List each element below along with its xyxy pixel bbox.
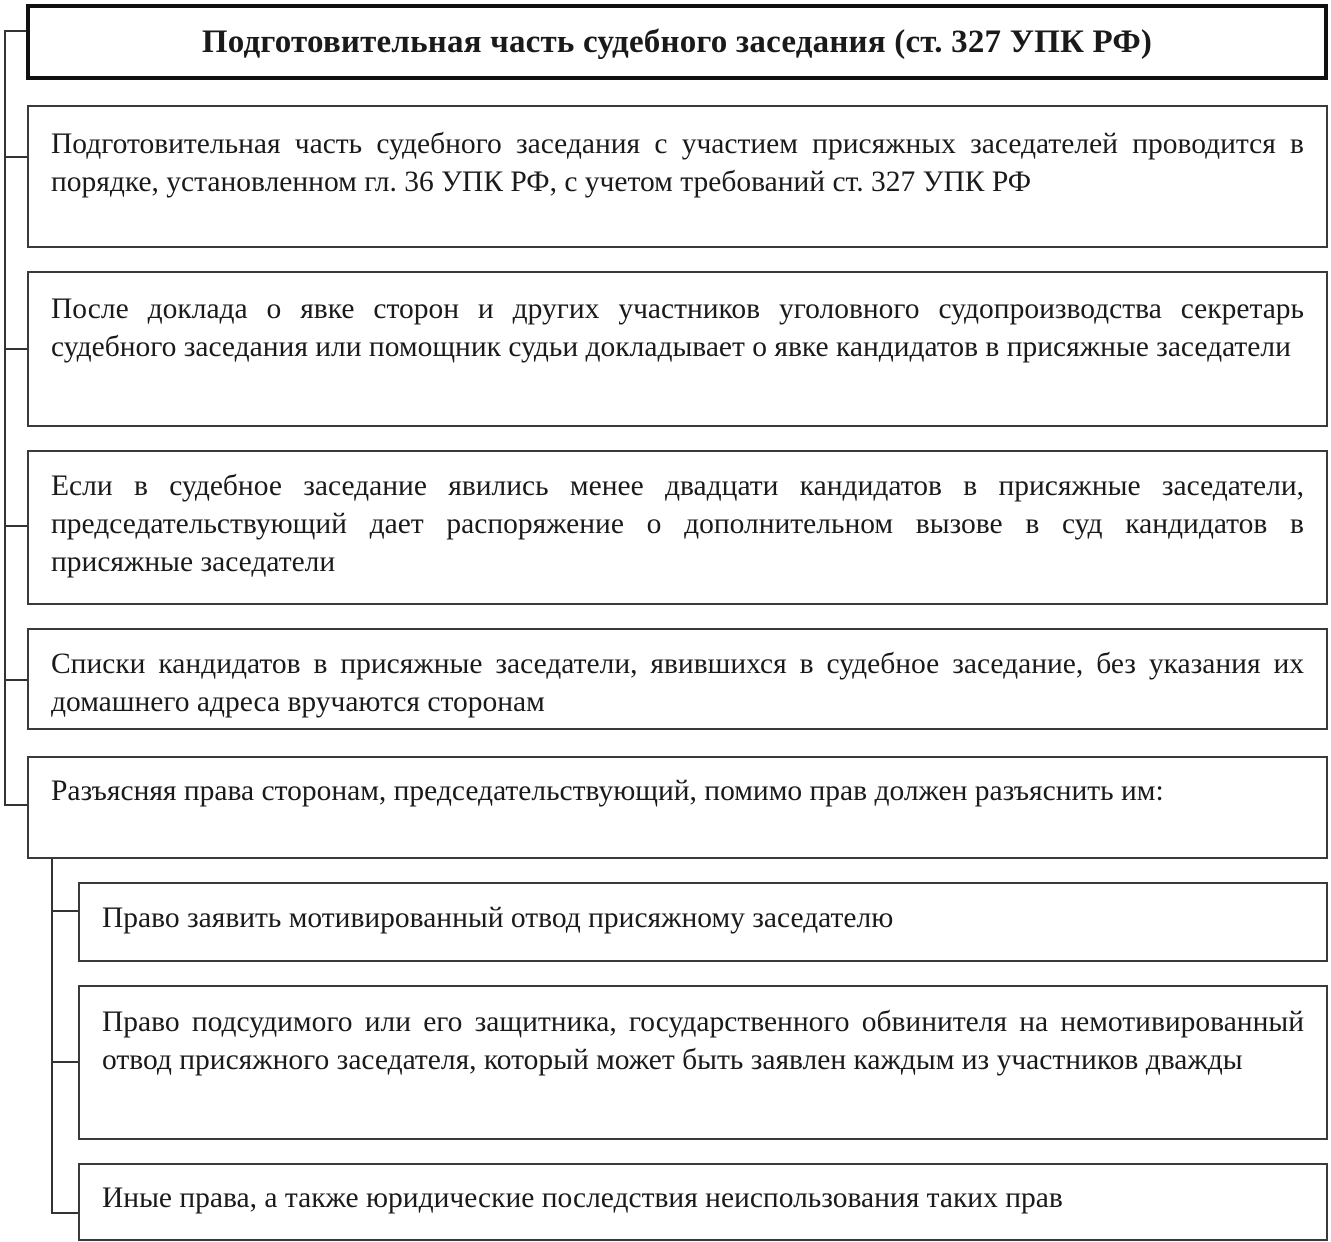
- connector-item-3: [4, 525, 28, 527]
- item-box-3: [27, 450, 1328, 605]
- connector-title: [4, 30, 26, 32]
- item-box-1: [27, 105, 1328, 248]
- subitem-text-2: Право подсудимого или его защитника, государственного обвинителя на немотивированный отвод присяжного заседателя, который может быть заявлен каждым из участников дважды: [102, 1006, 1304, 1076]
- title-box: [26, 4, 1328, 80]
- connector-subitem-2: [51, 1061, 79, 1063]
- connector-item-1: [4, 156, 28, 158]
- connector-item-4: [4, 679, 28, 681]
- item-box-4: [27, 628, 1328, 730]
- item-text-3: Если в судебное заседание явились менее двадцати кандидатов в присяжные заседатели, председательствующий дает распоряжение о дополнительном вызове в суд кандидатов в присяжные заседатели: [51, 470, 1304, 578]
- main-connector-spine: [4, 30, 6, 806]
- item-text-2: После доклада о явке сторон и других участников уголовного судопроизводства секретарь судебного заседания или помощник судьи докладывает о явке кандидатов в присяжные заседатели: [51, 293, 1304, 363]
- subitem-text-1: Право заявить мотивированный отвод присяжному заседателю: [102, 902, 894, 934]
- item-box-2: [27, 271, 1328, 427]
- item-text-4: Списки кандидатов в присяжные заседатели, явившихся в судебное заседание, без указания их домашнего адреса вручаются сторонам: [51, 648, 1304, 718]
- connector-subitem-1: [51, 910, 79, 912]
- item-text-5: Разъясняя права сторонам, председательствующий, помимо прав должен разъяснить им:: [51, 775, 1164, 807]
- diagram-title: Подготовительная часть судебного заседания (ст. 327 УПК РФ): [201, 23, 1153, 60]
- subitem-box-3: [78, 1163, 1328, 1241]
- subitem-box-1: [78, 882, 1328, 962]
- connector-item-5: [4, 804, 28, 806]
- connector-item-2: [4, 348, 28, 350]
- connector-subitem-3: [51, 1212, 79, 1214]
- item-text-1: Подготовительная часть судебного заседания с участием присяжных заседателей проводится в порядке, установленном гл. 36 УПК РФ, с учетом требований ст. 327 УПК РФ: [51, 128, 1304, 198]
- subitem-text-3: Иные права, а также юридические последствия неиспользования таких прав: [102, 1182, 1063, 1214]
- subitem-box-2: [78, 985, 1328, 1140]
- item-box-5: [27, 756, 1328, 859]
